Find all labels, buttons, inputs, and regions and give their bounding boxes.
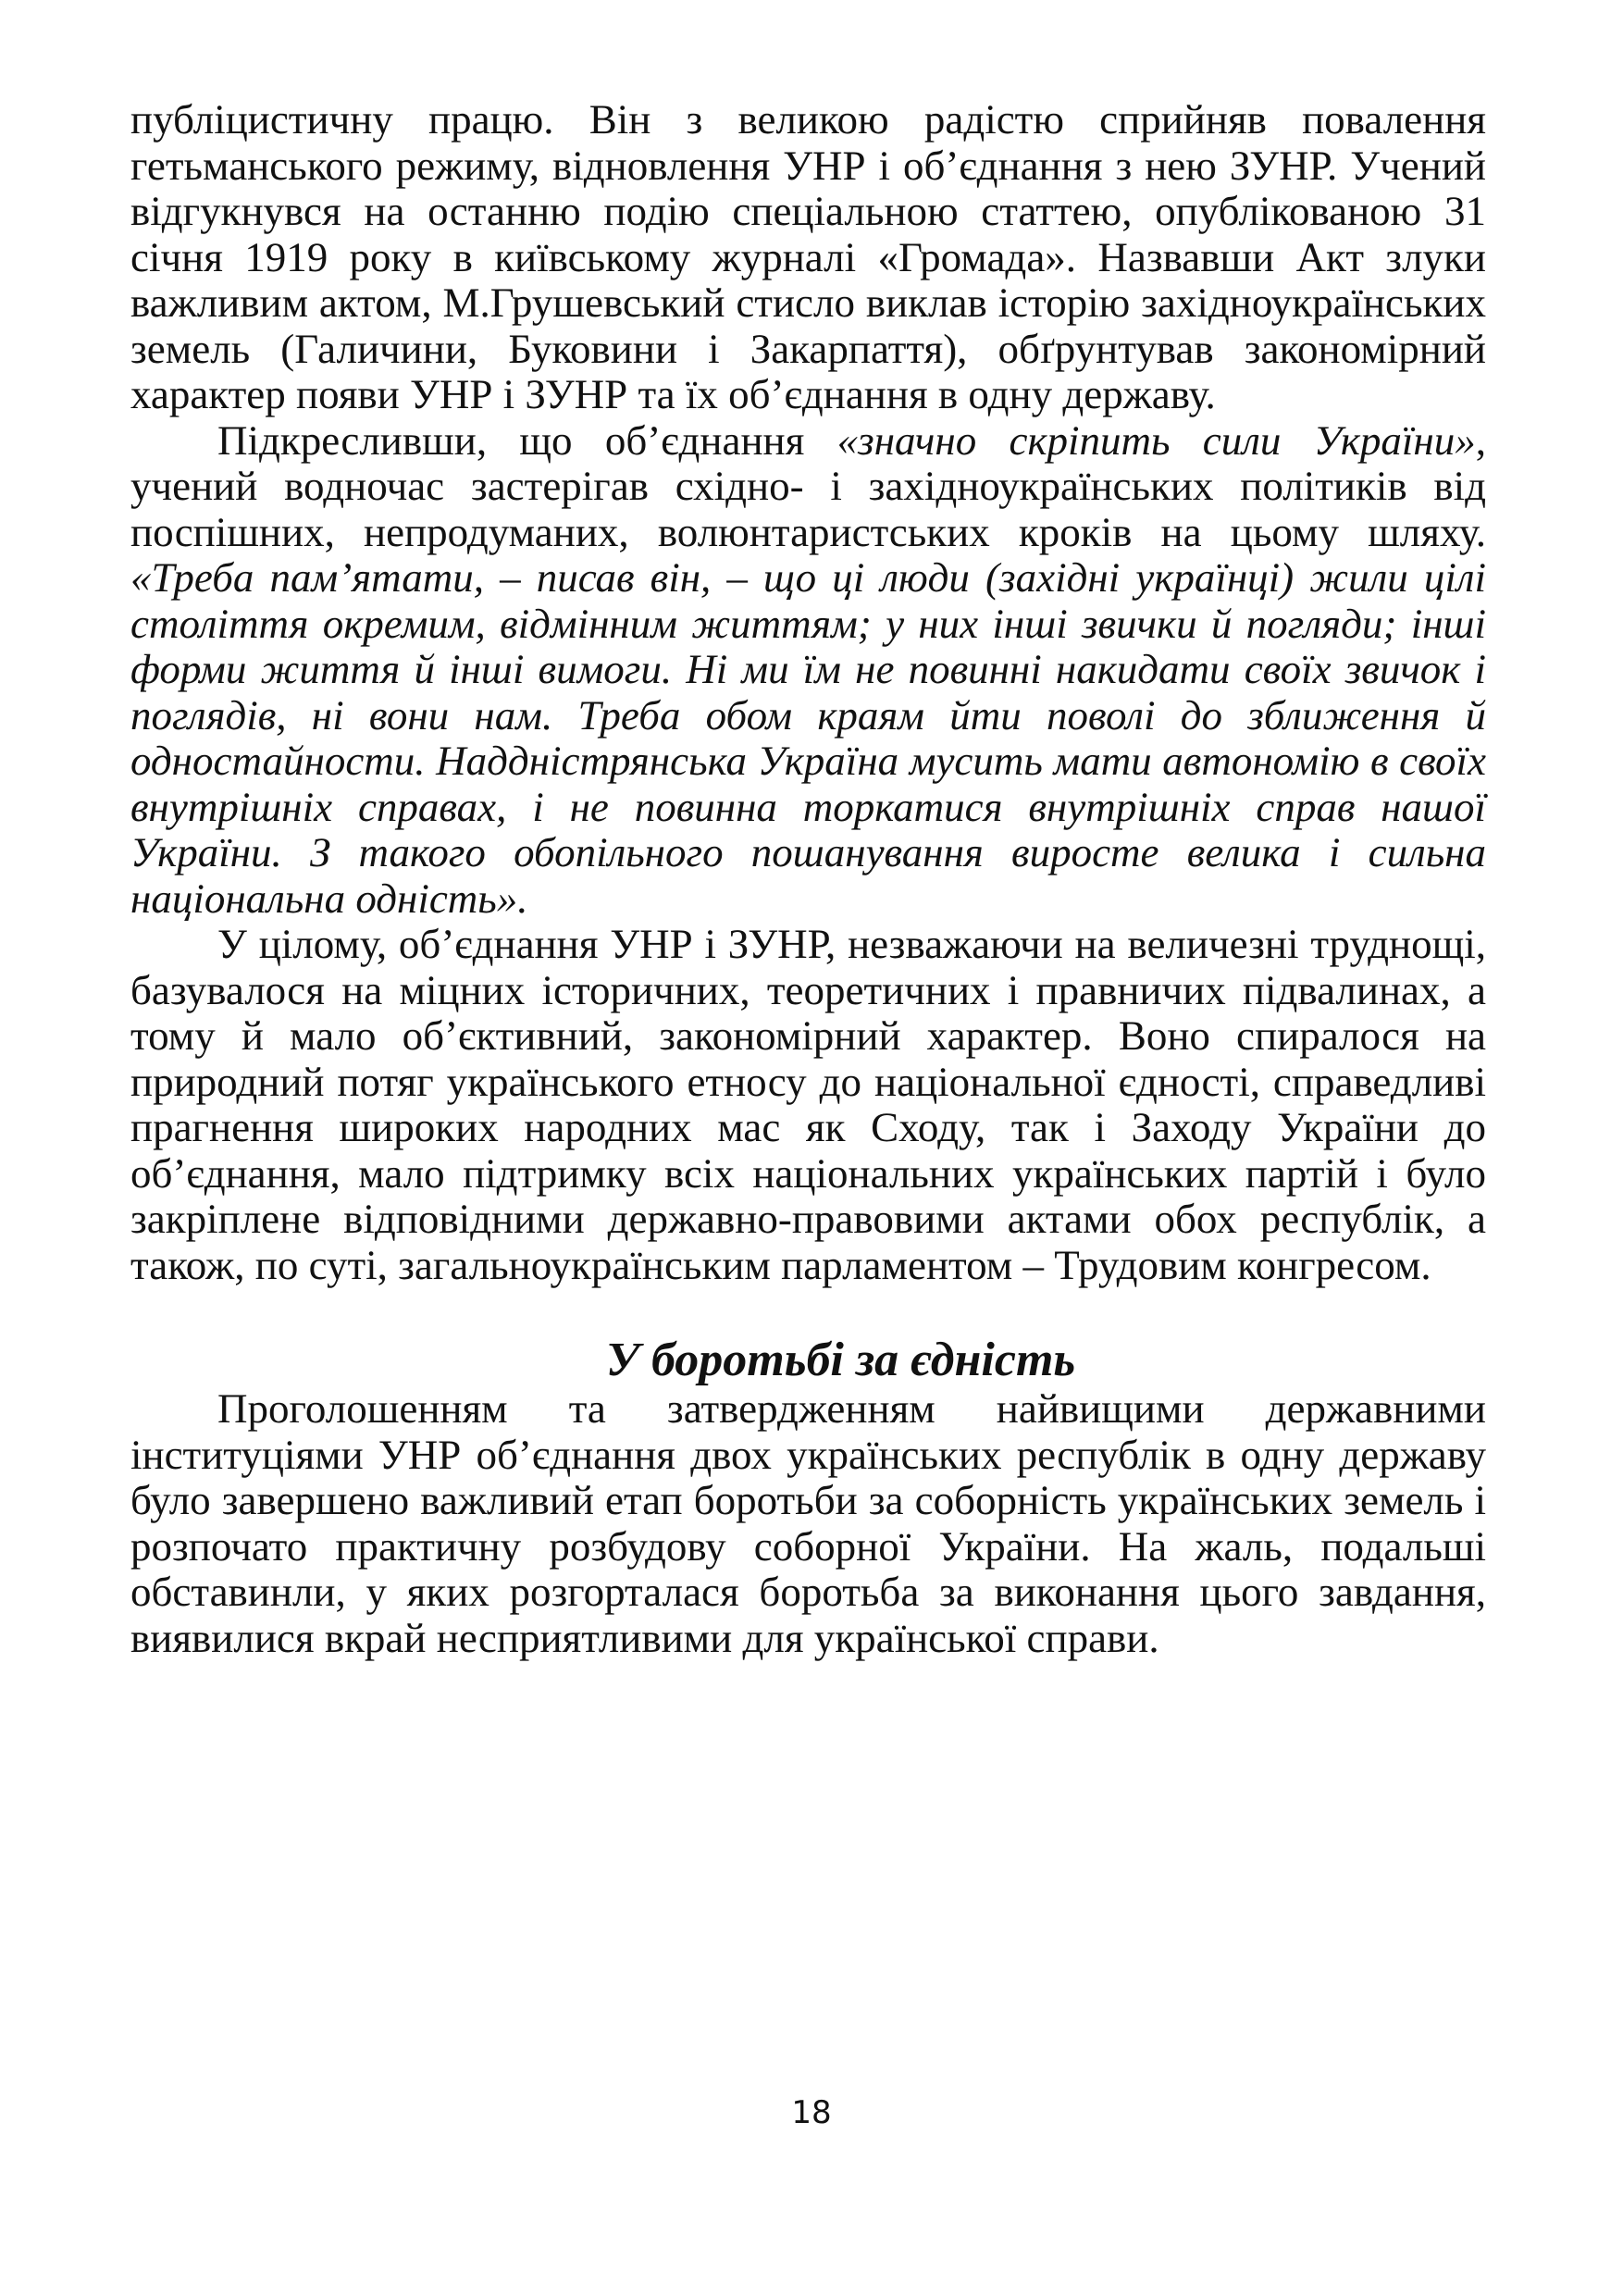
paragraph-continuation: публіцистичну працю. Він з великою радістю сприйняв повалення гетьманського режиму, відновлення УНР і об’єднання з нею ЗУНР. Учений відгукнувся на останню подію спеціальною статтею, опублікованою 31 січня 1919 року в київському журналі «Громада». Назвавши Акт злуки важливим актом, М.Грушевський стисло виклав історію західноукраїнських земель (Галичини, Буковини і Закарпаття), обґрунтував закономірний характер появи УНР і ЗУНР та їх об’єднання в одну державу. — [130, 96, 1486, 417]
paragraph-unification-summary: У цілому, об’єднання УНР і ЗУНР, незважаючи на величезні труднощі, базувалося на міцних історичних, теоретичних і правничих підвалинах, а тому й мало об’єктивний, закономірний характер. Воно спиралося на природний потяг українського етносу до національної єдності, справедливі прагнення широких народних мас як Сходу, так і Заходу України до об’єднання, мало підтримку всіх національних українських партій і було закріплене відповідними державно-правовими актами обох республік, а також, по суті, загальноукраїнським парламентом – Трудовим конгресом. — [130, 921, 1486, 1288]
page-number: 18 — [791, 2094, 832, 2131]
paragraph-hrushevsky-quote — [130, 418, 1486, 923]
section-heading: У боротьбі за єдність — [605, 1334, 1076, 1386]
italic-quote-short: «значно скріпить сили України» — [836, 416, 1476, 464]
paragraph-middle-text: , учений водночас застерігав східно- і західноукраїнських політиків від поспішних, непродуманих, волюнтаристських кроків на цьому шляху. — [130, 416, 1486, 555]
paragraph-lead-text: Підкресливши, що об’єднання — [217, 416, 837, 464]
italic-quote-long: «Треба пам’ятати, – писав він, – що ці люди (західні українці) жили цілі століття окремим, відмінним життям; у них інші звички й погляди; інші форми життя й інші вимоги. Ні ми їм не повинні накидати своїх звичок і поглядів, ні вони нам. Треба обом краям йти поволі до зближення й одностайности. Наддністрянська Україна мусить мати автономію в своїх внутрішніх справах, і не повинна торкатися внутрішніх справ нашої України. З такого обопільного пошанування виросте велика і сильна національна одність». — [130, 554, 1486, 922]
paragraph-struggle-intro: Проголошенням та затвердженням найвищими державними інституціями УНР об’єднання двох українських республік в одну державу було завершено важливий етап боротьби за соборність українських земель і розпочато практичну розбудову соборної України. На жаль, подальші обставинли, у яких розгорталася боротьба за виконання цього завдання, виявилися вкрай несприятливими для української справи. — [130, 1385, 1486, 1661]
page-body — [130, 97, 1486, 1661]
